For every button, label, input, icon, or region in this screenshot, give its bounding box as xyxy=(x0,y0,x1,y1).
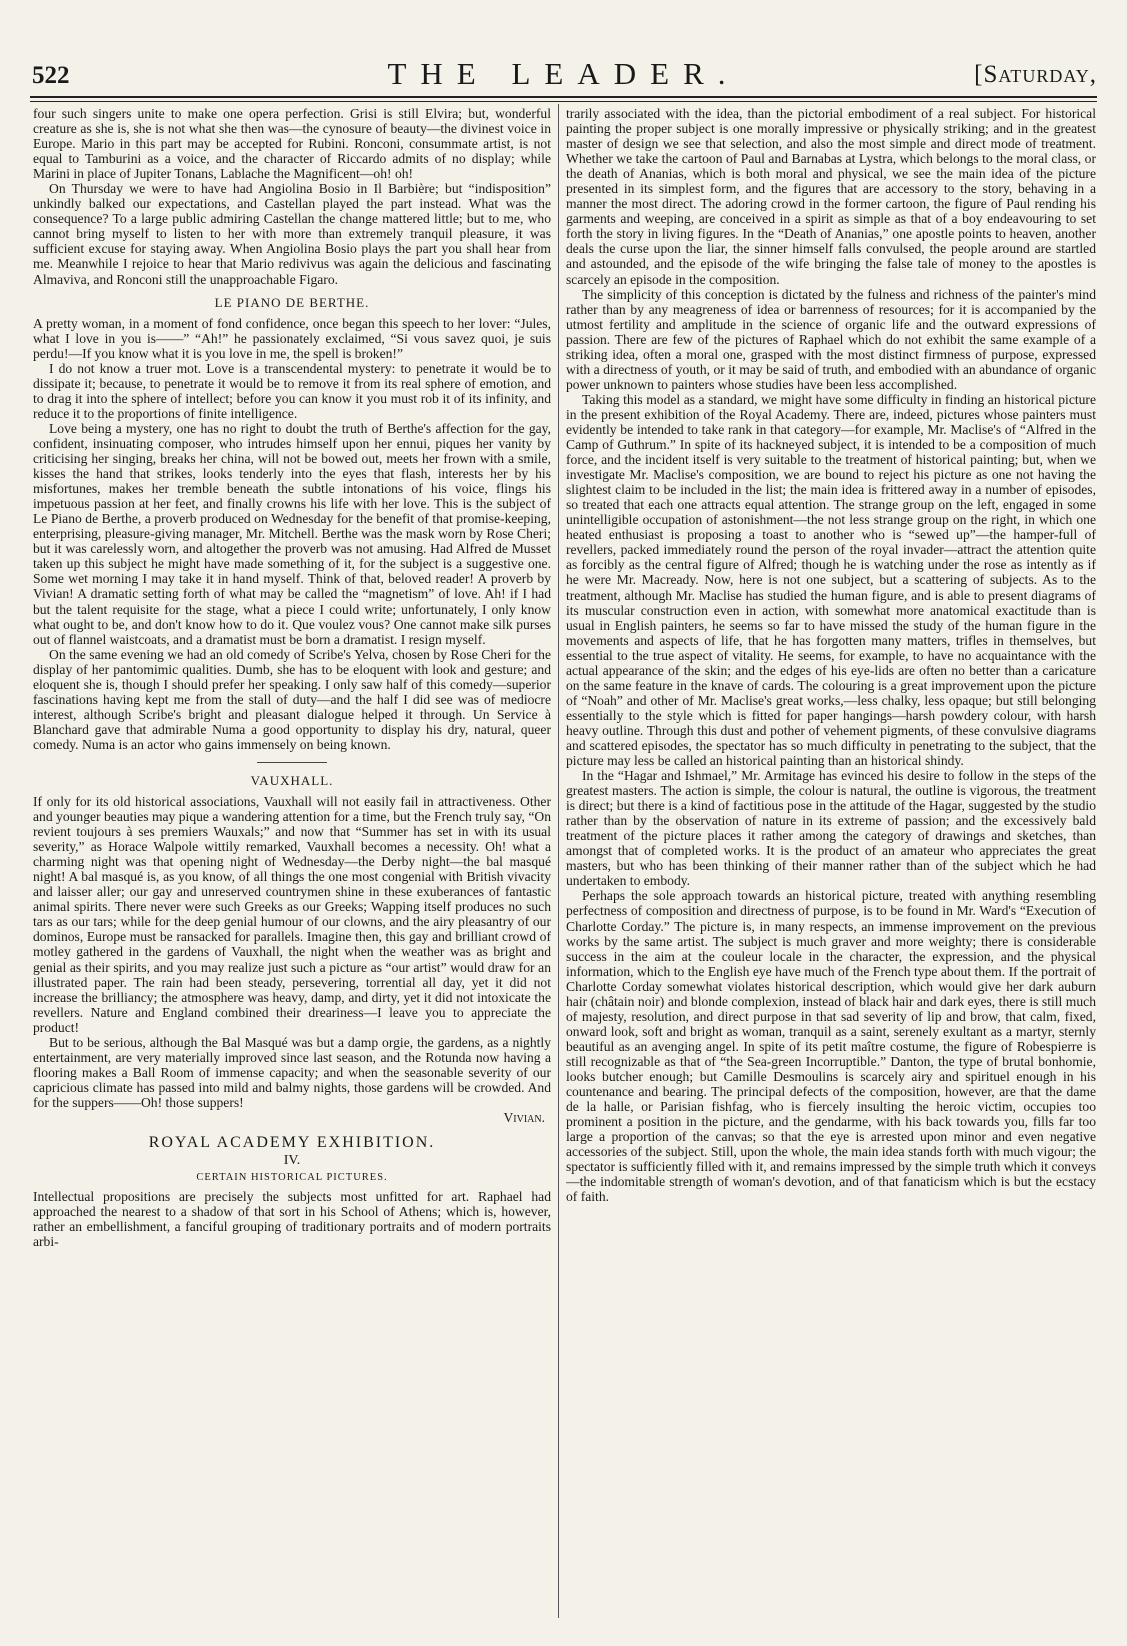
subheading-historical-pictures: CERTAIN HISTORICAL PICTURES. xyxy=(196,1172,388,1184)
right-column xyxy=(566,106,1096,1618)
masthead xyxy=(30,48,1097,100)
section-separator xyxy=(257,762,327,763)
art-paragraph: In the “Hagar and Ishmael,” Mr. Armitage has evinced his desire to follow in the steps of the greatest masters. The action is simple, the colour is natural, the outline is vigorous, the treatment is direct; but there is a kind of factitious pose in the attitude of the Hagar, suggested by the studio rather than by the observation of nature in its extreme of passion; and the excessively bald treatment of the picture places it rather among the category of drawings and sketches, than amongst that of completed works. It is the product of an amateur who appreciates the great masters, but who has been thinking of their manner rather than of the subject which he had undertaken to embody. xyxy=(566,768,1096,889)
piano-paragraph: A pretty woman, in a moment of fond confidence, once began this speech to her lover: “Jules, what I love in you is——” “Ah!” he passionately exclaimed, “Si vous savez quoi, je suis perdu!—If you know what it is you love in me, the spell is broken!” xyxy=(33,315,551,361)
vauxhall-paragraph: If only for its old historical associations, Vauxhall will not easily fail in attractiveness. Other and younger beauties may pique a wandering attention for a time, but the French truly say, “On revient toujours à ses premiers Wauxals;” and now that “Summer has set in with its usual severity,” as Horace Walpole wittily remarked, Vauxhall becomes a necessity. Oh! what a charming night was that opening night of Wednesday—the Derby night—the bal masqué night! A bal masqué is, as you know, of all things the one most congenial with British vivacity and laisser aller; our gay and unreserved countrymen shine in these exuberances of fantastic animal spirits. There never were such Greeks as our Greeks; Wapping itself produces no such tars as our tars; while for the deep genial humour of our clowns, and the airy pleasantry of our dominos, Europe must be ransacked for parallels. Imagine then, this gay and brilliant crowd of motley gathered in the gardens of Vauxhall, the night when the weather was as bright and genial as their spirits, and you may realize just such a picture as “our artist” would draw for an illustrated paper. The rain had been steady, persevering, torrential all day, yet it did not increase the brilliancy; the atmosphere was heavy, damp, and dirty, yet it did not intoxicate the revellers. Nature and England combined their dreariness—I leave you to appreciate the product! xyxy=(33,794,551,1035)
vauxhall-paragraph: But to be serious, although the Bal Masqué was but a damp orgie, the gardens, as a nightly entertainment, are very materially improved since last season, and the Rotunda now having a flooring makes a Ball Room of immense capacity; and when the seasonable severity of our capricious climate has passed into mild and balmy nights, those gardens will be crowded. And for the suppers——Oh! those suppers! xyxy=(33,1034,551,1110)
section-heading-academy: ROYAL ACADEMY EXHIBITION. xyxy=(148,1134,436,1152)
art-paragraph: Perhaps the sole approach towards an historical picture, treated with anything resembling perfectness of composition and directness of purpose, is to be found in Mr. Ward's “Execution of Charlotte Corday.” The picture is, in many respects, an immense improvement on the previous works by the same artist. The subject is much graver and more weighty; there is considerable success in the aim at the couleur locale in the character, the expression, and the physical information, which to the English eye have much of the French type about them. If the portrait of Charlotte Corday somewhat violates historical description, which would give her dark auburn hair (châtain noir) and blonde complexion, instead of black hair and dark eyes, there is still much of majesty, resolution, and direct purpose in that sad severity of lip and brow, that calm, fixed, onward look, soft and bright as woman, tranquil as a saint, serenely exultant as a martyr, sternly beautiful as an avenging angel. In spite of its petit maître costume, the figure of Robespierre is still recognizable as that of “the Sea-green Incorruptible.” Danton, the type of brutal bonhomie, looks butcher enough; but Camille Desmoulins is scarcely airy and spirituel enough in his countenance and bearing. The principal defects of the composition, however, are that the dame de la halle, or Parisian fishfag, who is fiercely insulting the heroic victim, occupies too prominent a position in the picture, and the gendarme, with his back towards you, fills far too large a proportion of the canvas; so that the eye is arrested upon minor and even negative accessories of the subject. Still, upon the whole, the main idea stands forth with much vigour; the spectator is sufficiently filled with it, and remains impressed by the simple truth which it conveys—the indomitable strength of woman's devotion, and of that fanaticism which is but the ecstacy of faith. xyxy=(566,888,1096,1205)
header-rule-thin xyxy=(30,101,1097,102)
piano-paragraph: Love being a mystery, one has no right to doubt the truth of Berthe's affection for the gay, confident, insinuating composer, who intrudes himself upon her ennui, piques her vanity by criticising her singing, breaks her china, will not be bowed out, meets her frown with a smile, kisses the hand that strikes, looks tenderly into the eyes that flash, interests her by his misfortunes, makes her tremble beneath the subtle intonations of his voice, flings his impetuous passion at her feet, and finally crowns his life with her love. This is the subject of Le Piano de Berthe, a proverb produced on Wednesday for the benefit of that promise-keeping, enterprising, pleasure-giving manager, Mr. Mitchell. Berthe was the mask worn by Rose Cheri; but it was carelessly worn, and altogether the proverb was not amusing. Had Alfred de Musset taken up this subject he might have made something of it, for the subject is a suggestive one. Some wet morning I may take it in hand myself. Think of that, beloved reader! A proverb by Vivian! A dramatic setting forth of what may be called the “magnetism” of love. Ah! if I had but the talent requisite for the stage, what a piece I could write; unfortunately, I only know what ought to be, and don't know how to do it. Que voulez vous? One cannot make silk purses out of flannel waistcoats, and a dramatist must be born a dramatist. I resign myself. xyxy=(33,420,551,647)
art-paragraph: The simplicity of this conception is dictated by the fulness and richness of the painter's mind rather than by any meagreness of idea or barrenness of resources; for it is accompanied by the utmost fertility and amplitude in the science of organic life and the outward expressions of passion. There are few of the pictures of Raphael which do not exhibit the same example of a striking idea, often a moral one, grasped with the most distinct firmness of purpose, expressed with a directness of youth, or it may be said of truth, and embodied with an abundance of organic power unknown to painters whose studies have been less accomplished. xyxy=(566,286,1096,392)
section-heading-vauxhall: VAUXHALL. xyxy=(250,772,334,788)
header-rule xyxy=(30,96,1097,98)
piano-paragraph: On the same evening we had an old comedy of Scribe's Yelva, chosen by Rose Cheri for the display of her pantomimic qualities. Dumb, she has to be eloquent with look and gesture; and eloquent she is, though I should prefer her speaking. I only saw half of this comedy—superior fascinations having kept me from the stall of duty—and the half I did see was of mediocre interest, although Scribe's bright and pleasant dialogue helped it through. Un Service à Blanchard gave that admirable Numa a good opportunity to display his dry, natural, queer comedy. Numa is an actor who gains immensely on being known. xyxy=(33,646,551,752)
section-heading-piano: LE PIANO DE BERTHE. xyxy=(214,294,370,310)
art-paragraph: Taking this model as a standard, we might have some difficulty in finding an historical picture in the present exhibition of the Royal Academy. There are, indeed, pictures whose painters must evidently be intended to take rank in that category—for example, Mr. Maclise's of “Alfred in the Camp of Guthrum.” In spite of its hackneyed subject, it is intended to be a composition of much force, and the incident itself is very suitable to the treatment of historical painting; but, when we investigate Mr. Maclise's composition, we are bound to reject his picture as one not having the slightest claim to be included in the list; the main idea is frittered away in a number of episodes, so treated that each one attracts equal attention. The strange group on the left, engaged in some unintelligible occupation of astonishment—the not less strange group on the right, in which one heated enthusiast is proposing a toast to another who is “sewed up”—the hamper-full of revellers, packed immediately round the person of the royal invader—attract the attention quite as forcibly as the central figure of Alfred; though he is watching under the rose as intently as if he were Mr. Macready. Now, here is not one subject, but a scattering of subjects. As to the treatment, although Mr. Maclise has studied the human figure, and is able to present diagrams of its muscular construction even in action, with somewhat more anatomical exactitude than is usual in English painters, he seems so far to have missed the study of the human figure in the movements and aspects of life, that he has forgotten many matters, trifles in themselves, but essential to the true aspect of vitality. He seems, for example, to have no acquaintance with the actual appearance of the skin; and the edges of his eye-lids are often no better than a caricature on the same feature in the knave of cards. The colouring is a great improvement upon the picture of “Noah” and other of Mr. Maclise's great works,—less chalky, less opaque; but still belonging essentially to the style which is fitted for paper hangings—harsh powdery colour, with harsh heavy outline. Through this dust and pother of vehement pigments, of these convulsive diagrams and scattered episodes, the spectator has so much difficulty in penetrating to the subject, that the picture may less be called an historical painting than an historical shindy. xyxy=(566,391,1096,769)
part-numeral: IV. xyxy=(283,1153,301,1169)
newspaper-title: THE LEADER. xyxy=(387,56,740,91)
art-paragraph: trarily associated with the idea, than the pictorial embodiment of a real subject. For historical painting the proper subject is one morally impressive or physically striking; and in the greatest master of design we see that selection, and also the most simple and direct mode of treatment. Whether we take the cartoon of Paul and Barnabas at Lystra, which belongs to the moral class, or the death of Ananias, which is both moral and physical, we see the main idea of the picture presented in its simplest form, and the figures that are accessory to the story, behaving in a manner the most direct. The adoring crowd in the former cartoon, the figure of Paul rending his garments and weeping, are conceived in a spirit as simple as that of a boy endeavouring to set forth the story in living figures. In the “Death of Ananias,” one apostle points to heaven, another deals the curse upon the liar, the sinner himself falls convulsed, the people around are startled and astounded, and the episode of the wife bringing the false tale of money to the apostles is scarcely an episode in the composition. xyxy=(566,106,1096,287)
author-signature: Vivian. xyxy=(503,1110,545,1125)
academy-paragraph: Intellectual propositions are precisely the subjects most unfitted for art. Raphael had approached the nearest to a shadow of that sort in his School of Athens; which is, however, rather an embellishment, a fanciful grouping of traditionary portraits and of modern portraits arbi- xyxy=(33,1189,551,1250)
piano-paragraph: I do not know a truer mot. Love is a transcendental mystery: to penetrate it would be to dissipate it; because, to penetrate it would be to remove it from its real sphere of emotion, and to drag it into the sphere of intellect; before you can know it you must rob it of its infinity, and reduce it to the proportions of finite intelligence. xyxy=(33,360,551,421)
page-number: 522 xyxy=(32,62,70,89)
opera-paragraph: On Thursday we were to have had Angiolina Bosio in Il Barbière; but “indisposition” unkindly balked our expectations, and Castellan played the part instead. What was the consequence? To a large public admiring Castellan the change mattered little; but to me, who cannot bring myself to listen to her with more than extremely tranquil pleasure, it was sufficient excuse for staying away. When Angiolina Bosio plays the part you shall hear from me. Meanwhile I rejoice to hear that Mario redivivus was again the delicious and fascinating Almaviva, and Ronconi still the unapproachable Figaro. xyxy=(33,181,551,287)
column-divider xyxy=(558,104,559,1618)
issue-day: [Saturday, xyxy=(974,61,1097,88)
opera-paragraph: four such singers unite to make one opera perfection. Grisi is still Elvira; but, wonderful creature as she is, she is not what she then was—the cynosure of beauty—the divinest voice in Europe. Mario in this part may be accepted for Rubini. Ronconi, consummate artist, is not equal to Tamburini as a voice, and the character of Riccardo admits of no display; while Marini in place of Jupiter Tonans, Lablache the Magnificent—oh! oh! xyxy=(33,106,551,182)
left-column xyxy=(33,106,551,1618)
